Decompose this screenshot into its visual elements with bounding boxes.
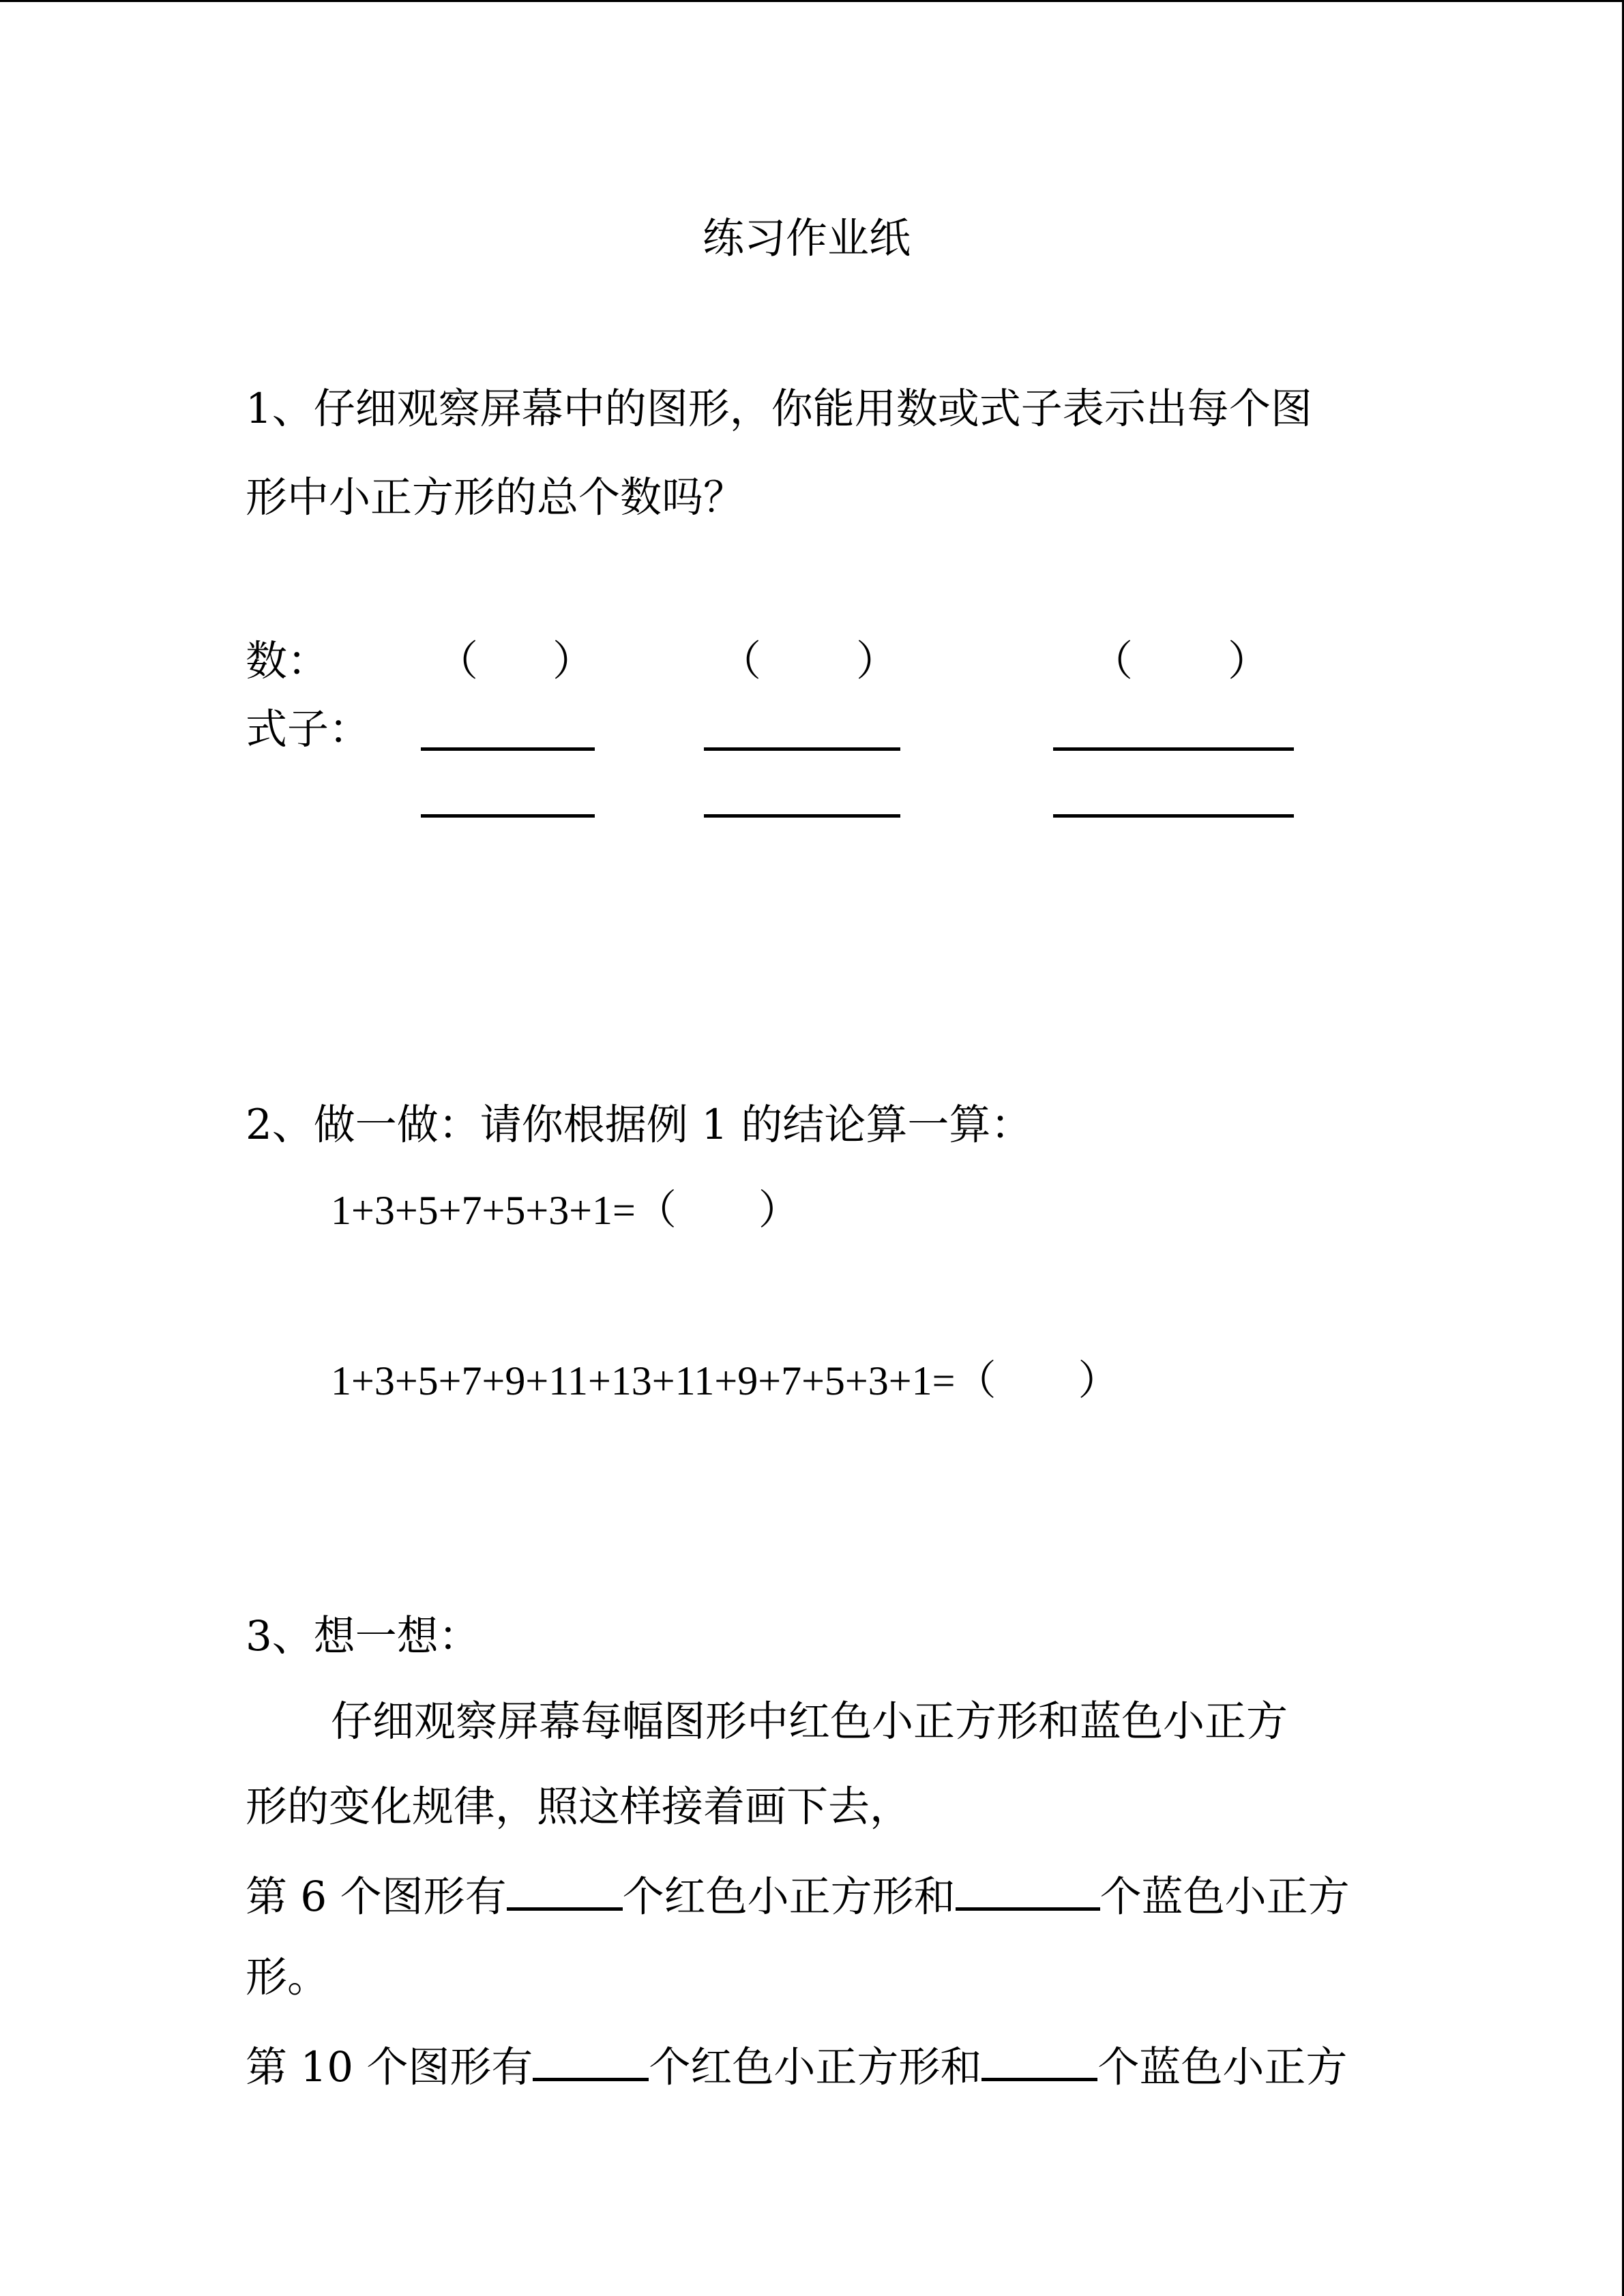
q3-figure6-middle: 个红色小正方形和: [622, 1873, 956, 1921]
q1-expression-label: 式子：: [246, 705, 371, 754]
page-border-top: [0, 0, 1624, 2]
q3-paragraph-line2: 形的变化规律，照这样接着画下去，: [246, 1783, 912, 1831]
q2-expression-1: 1+3+5+7+5+3+1=（ ）: [331, 1188, 799, 1233]
q1-answer-paren-close-3: ）: [1228, 637, 1270, 685]
q1-answer-paren-open-3: （: [1091, 637, 1134, 685]
q3-figure6-suffix: 个蓝色小正方: [1099, 1873, 1350, 1921]
q1-expression-blank-2b[interactable]: [704, 814, 900, 818]
q3-paragraph-line1: 仔细观察屏幕每幅图形中红色小正方形和蓝色小正方: [331, 1697, 1288, 1746]
q1-answer-paren-close-1: ）: [552, 637, 595, 685]
q1-text-line1: 1、仔细观察屏幕中的图形，你能用数或式子表示出每个图: [246, 385, 1312, 433]
q1-answer-paren-open-2: （: [720, 637, 762, 685]
q1-expression-blank-3b[interactable]: [1053, 814, 1294, 818]
q1-expression-blank-1b[interactable]: [421, 814, 595, 818]
q2-expression-2: 1+3+5+7+9+11+13+11+9+7+5+3+1=（ ）: [331, 1358, 1119, 1403]
q3-figure10-prefix: 第 10 个图形有: [246, 2043, 533, 2091]
q1-number-label: 数：: [246, 637, 329, 685]
q3-figure6-prefix: 第 6 个图形有: [246, 1873, 507, 1921]
q3-figure10-suffix: 个蓝色小正方: [1097, 2043, 1348, 2091]
q1-expression-blank-2a[interactable]: [704, 747, 900, 751]
q1-answer-paren-open-1: （: [437, 637, 479, 685]
q3-figure10-red-blank[interactable]: [533, 2036, 649, 2081]
q1-expression-blank-3a[interactable]: [1053, 747, 1294, 751]
q3-figure6-line-end: 形。: [246, 1953, 329, 2001]
q3-figure10-middle: 个红色小正方形和: [649, 2043, 982, 2091]
q3-figure6-red-blank[interactable]: [507, 1865, 623, 1911]
q3-heading: 3、想一想：: [246, 1612, 480, 1660]
q3-figure10-line: [246, 2036, 1347, 2095]
q1-answer-paren-close-2: ）: [856, 637, 898, 685]
q3-figure10-blue-blank[interactable]: [981, 2036, 1097, 2081]
q2-heading: 2、做一做：请你根据例 1 的结论算一算：: [246, 1101, 1033, 1149]
q1-expression-blank-1a[interactable]: [421, 747, 595, 751]
q3-figure6-blue-blank[interactable]: [956, 1865, 1100, 1911]
q1-text-line2: 形中小正方形的总个数吗？: [246, 473, 745, 522]
q3-figure6-line: [246, 1865, 1350, 1924]
page-title: 练习作业纸: [703, 214, 911, 263]
